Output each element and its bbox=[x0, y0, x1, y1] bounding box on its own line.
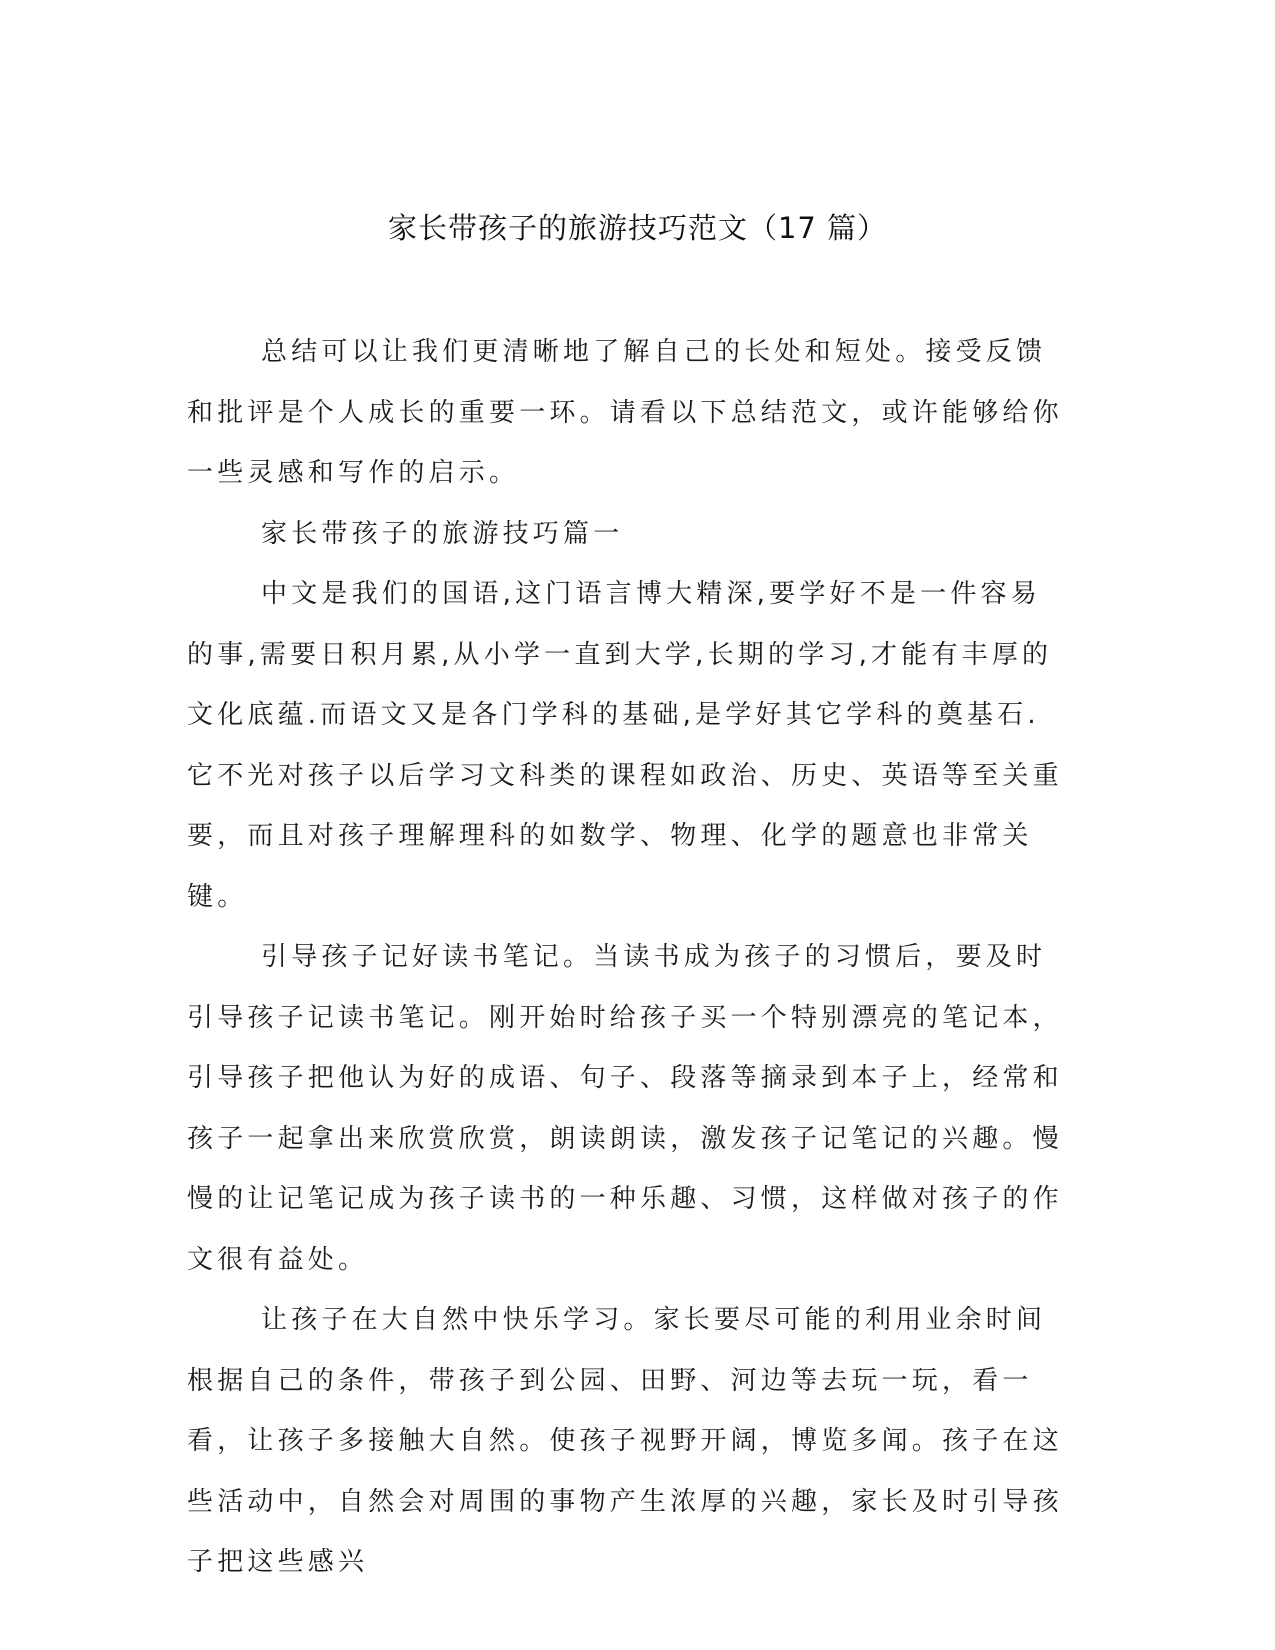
document-title: 家长带孩子的旅游技巧范文（17 篇） bbox=[387, 211, 888, 245]
document-body bbox=[187, 322, 1067, 1593]
section-heading: 家长带孩子的旅游技巧篇一 bbox=[261, 518, 624, 549]
paragraph-nature-learning: 让孩子在大自然中快乐学习。家长要尽可能的利用业余时间根据自己的条件，带孩子到公园、田野、河边等去玩一玩，看一看，让孩子多接触大自然。使孩子视野开阔，博览多闻。孩子在这些活动中，自然会对周围的事物产生浓厚的兴趣，家长及时引导孩子把这些感兴 bbox=[187, 1305, 1063, 1577]
paragraph-intro: 总结可以让我们更清晰地了解自己的长处和短处。接受反馈和批评是个人成长的重要一环。请看以下总结范文，或许能够给你一些灵感和写作的启示。 bbox=[187, 337, 1063, 488]
paragraph-reading-notes: 引导孩子记好读书笔记。当读书成为孩子的习惯后，要及时引导孩子记读书笔记。刚开始时给孩子买一个特别漂亮的笔记本，引导孩子把他认为好的成语、句子、段落等摘录到本子上，经常和孩子一起拿出来欣赏欣赏，朗读朗读，激发孩子记笔记的兴趣。慢慢的让记笔记成为孩子读书的一种乐趣、习惯，这样做对孩子的作文很有益处。 bbox=[187, 942, 1063, 1275]
paragraph-chinese-language: 中文是我们的国语,这门语言博大精深,要学好不是一件容易的事,需要日积月累,从小学一直到大学,长期的学习,才能有丰厚的文化底蕴.而语文又是各门学科的基础,是学好其它学科的奠基石.它不光对孩子以后学习文科类的课程如政治、历史、英语等至关重要，而且对孩子理解理科的如数学、物理、化学的题意也非常关键。 bbox=[187, 579, 1063, 912]
